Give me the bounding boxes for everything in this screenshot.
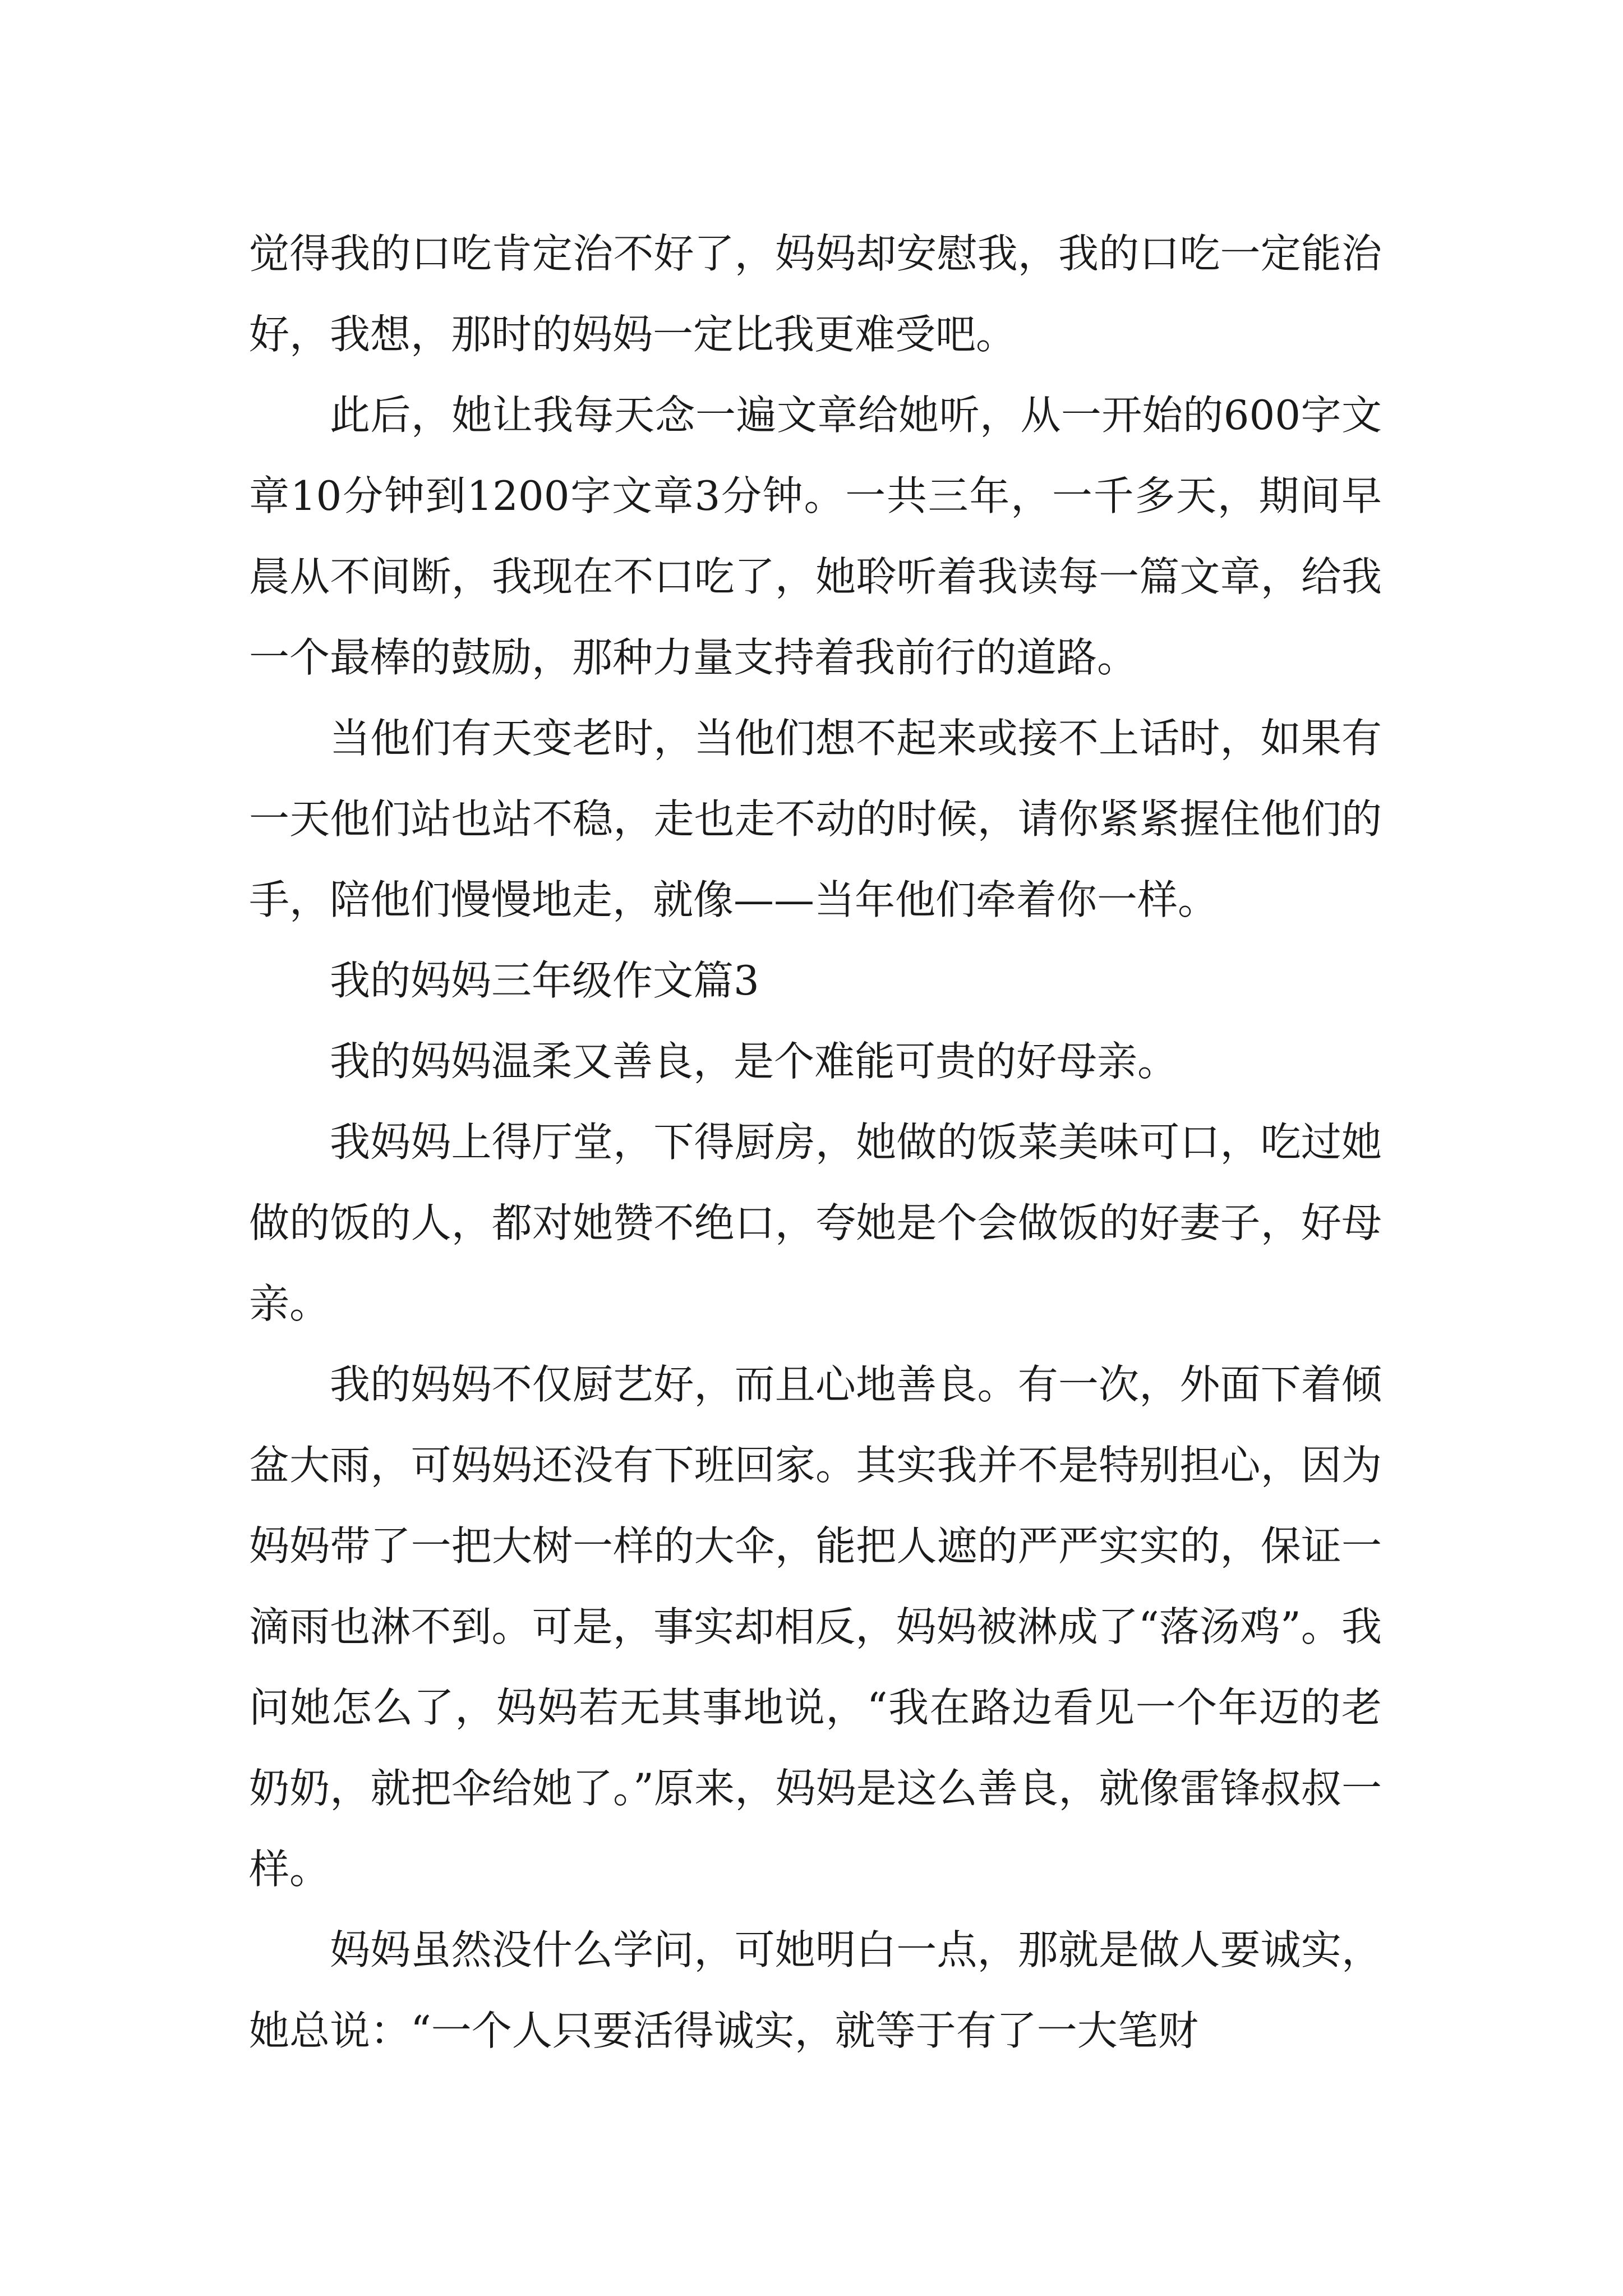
paragraph-when-they-grow-old: 当他们有天变老时，当他们想不起来或接不上话时，如果有一天他们站也站不稳，走也走不动的时候，请你紧紧握住他们的手，陪他们慢慢地走，就像——当年他们牵着你一样。 bbox=[249, 715, 1382, 923]
paragraph-umbrella-story: 我的妈妈不仅厨艺好，而且心地善良。有一次，外面下着倾盆大雨，可妈妈还没有下班回家。其实我并不是特别担心，因为妈妈带了一把大树一样的大伞，能把人遮的严严实实的，保证一滴雨也淋不到。可是，事实却相反，妈妈被淋成了“落汤鸡”。我问她怎么了，妈妈若无其事地说，“我在路边看见一个年迈的老奶奶，就把伞给她了。”原来，妈妈是这么善良，就像雷锋叔叔一样。 bbox=[249, 1361, 1382, 1893]
paragraph-gentle-kind: 我的妈妈温柔又善良，是个难能可贵的好母亲。 bbox=[330, 1038, 1178, 1085]
paragraph-continued: 觉得我的口吃肯定治不好了，妈妈却安慰我，我的口吃一定能治好，我想，那时的妈妈一定比我更难受吧。 bbox=[249, 230, 1382, 358]
section-heading: 我的妈妈三年级作文篇3 bbox=[330, 957, 759, 1004]
paragraph-honesty: 妈妈虽然没什么学问，可她明白一点，那就是做人要诚实，她总说：“一个人只要活得诚实，就等于有了一大笔财 bbox=[249, 1926, 1382, 2054]
document-body bbox=[249, 213, 1382, 2071]
paragraph-reading-practice: 此后，她让我每天念一遍文章给她听，从一开始的600字文章10分钟到1200字文章3分钟。一共三年，一千多天，期间早晨从不间断，我现在不口吃了，她聆听着我读每一篇文章，给我一个最棒的鼓励，那种力量支持着我前行的道路。 bbox=[249, 392, 1382, 681]
paragraph-cooking: 我妈妈上得厅堂，下得厨房，她做的饭菜美味可口，吃过她做的饭的人，都对她赞不绝口，夸她是个会做饭的好妻子，好母亲。 bbox=[249, 1119, 1382, 1327]
